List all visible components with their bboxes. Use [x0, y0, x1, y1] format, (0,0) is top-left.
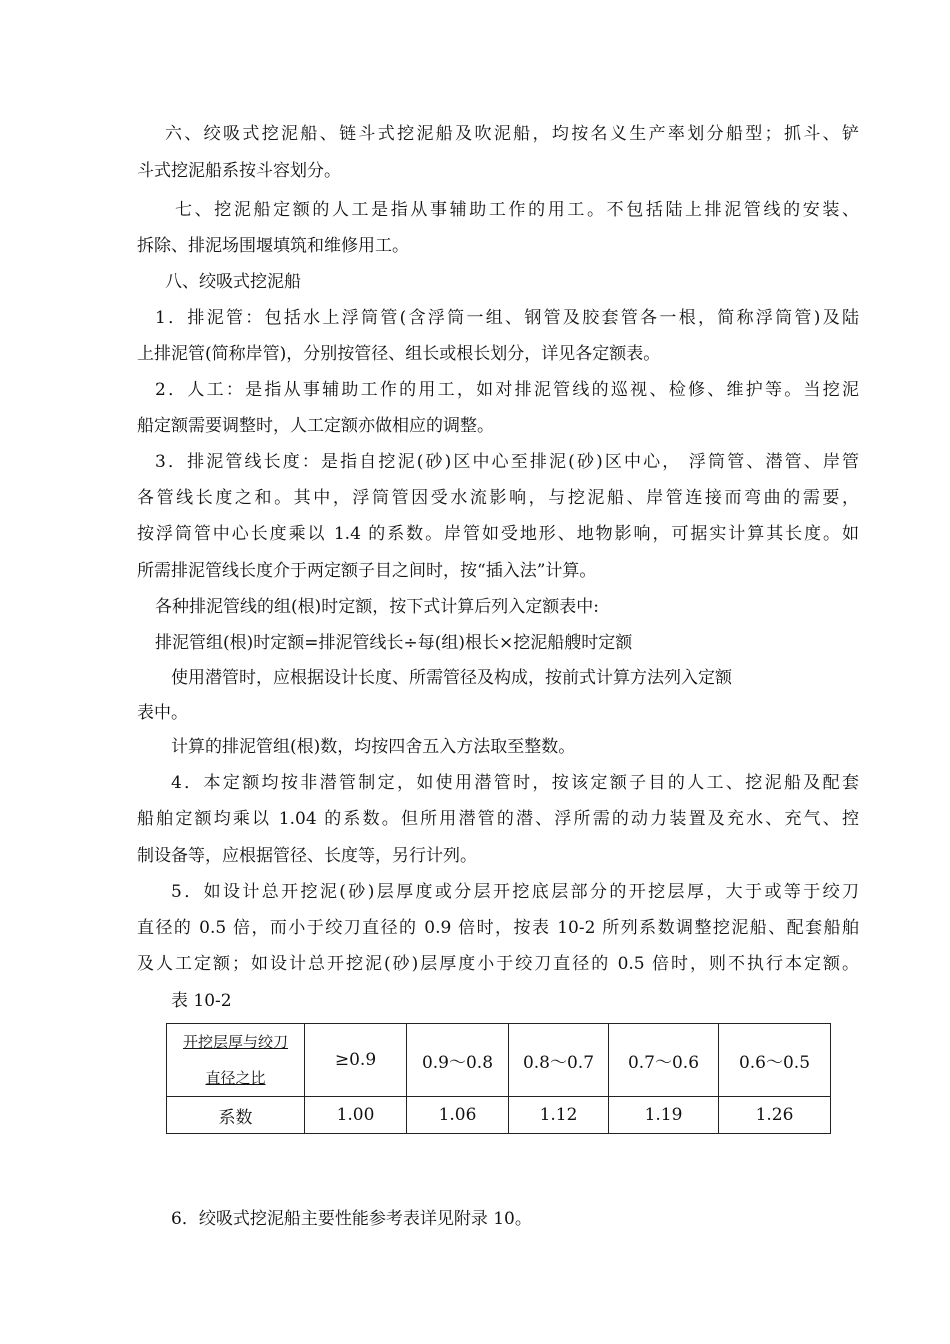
- item-2-line-1: 2．人工：是指从事辅助工作的用工，如对排泥管线的巡视、检修、维护等。当挖泥: [155, 380, 859, 400]
- ratio-cell: 0.8～0.7: [509, 1024, 609, 1097]
- table-label: 表 10-2: [171, 991, 232, 1011]
- coefficient-row-label: 系数: [167, 1097, 305, 1134]
- ratio-cell: ≥0.9: [305, 1024, 407, 1097]
- paragraph-7-line-1: 七、挖泥船定额的人工是指从事辅助工作的用工。不包括陆上排泥管线的安装、: [175, 200, 859, 220]
- rounding-note: 计算的排泥管组(根)数，均按四舍五入方法取至整数。: [171, 737, 576, 757]
- coefficient-table: [166, 1023, 831, 1134]
- item-5-line-1: 5．如设计总开挖泥(砂)层厚度或分层开挖底层部分的开挖层厚，大于或等于绞刀: [171, 882, 859, 902]
- coefficient-cell: 1.26: [719, 1097, 831, 1134]
- coefficient-cell: 1.19: [609, 1097, 719, 1134]
- item-1-line-2: 上排泥管(简称岸管)，分别按管径、组长或根长划分，详见各定额表。: [137, 344, 661, 364]
- section-8-heading: 八、绞吸式挖泥船: [165, 272, 301, 292]
- coefficient-cell: 1.00: [305, 1097, 407, 1134]
- ratio-cell: 0.7～0.6: [609, 1024, 719, 1097]
- item-4-line-1: 4．本定额均按非潜管制定，如使用潜管时，按该定额子目的人工、挖泥船及配套: [171, 773, 859, 793]
- table-header-row: [167, 1024, 831, 1097]
- item-5-line-3: 及人工定额；如设计总开挖泥(砂)层厚度小于绞刀直径的 0.5 倍时，则不执行本定额。: [137, 954, 859, 974]
- submerged-pipe-line-2: 表中。: [137, 703, 188, 723]
- item-4-line-3: 制设备等，应根据管径、长度等，另行计列。: [137, 846, 477, 866]
- coefficient-cell: 1.06: [407, 1097, 509, 1134]
- submerged-pipe-line-1: 使用潜管时，应根据设计长度、所需管径及构成，按前式计算方法列入定额: [171, 668, 732, 688]
- item-6: 6．绞吸式挖泥船主要性能参考表详见附录 10。: [171, 1209, 532, 1229]
- paragraph-7-line-2: 拆除、排泥场围堰填筑和维修用工。: [137, 236, 409, 256]
- item-3-line-4: 所需排泥管线长度介于两定额子目之间时，按“插入法”计算。: [137, 561, 597, 581]
- item-5-line-2: 直径的 0.5 倍，而小于绞刀直径的 0.9 倍时，按表 10-2 所列系数调整挖泥船、配套船舶: [137, 918, 859, 938]
- ratio-header-line-2: 直径之比: [205, 1069, 266, 1087]
- table-coefficient-row: [167, 1097, 831, 1134]
- item-2-line-2: 船定额需要调整时，人工定额亦做相应的调整。: [137, 416, 494, 436]
- ratio-header-line-1: 开挖层厚与绞刀: [182, 1033, 288, 1051]
- formula: 排泥管组(根)时定额=排泥管线长÷每(组)根长×挖泥船艘时定额: [155, 633, 633, 653]
- item-3-line-3: 按浮筒管中心长度乘以 1.4 的系数。岸管如受地形、地物影响，可据实计算其长度。如: [137, 524, 859, 544]
- ratio-header-cell: [167, 1024, 305, 1097]
- ratio-cell: 0.9～0.8: [407, 1024, 509, 1097]
- paragraph-6-line-1: 六、绞吸式挖泥船、链斗式挖泥船及吹泥船，均按名义生产率划分船型；抓斗、铲: [165, 124, 859, 144]
- paragraph-6-line-2: 斗式挖泥船系按斗容划分。: [137, 161, 341, 181]
- item-1-line-1: 1．排泥管：包括水上浮筒管(含浮筒一组、钢管及胶套管各一根，简称浮筒管)及陆: [155, 308, 859, 328]
- calc-intro: 各种排泥管线的组(根)时定额，按下式计算后列入定额表中:: [155, 597, 599, 617]
- item-4-line-2: 船舶定额均乘以 1.04 的系数。但所用潜管的潜、浮所需的动力装置及充水、充气、控: [137, 809, 859, 829]
- ratio-cell: 0.6～0.5: [719, 1024, 831, 1097]
- item-3-line-2: 各管线长度之和。其中，浮筒管因受水流影响，与挖泥船、岸管连接而弯曲的需要，: [137, 488, 859, 508]
- item-3-line-1: 3．排泥管线长度：是指自挖泥(砂)区中心至排泥(砂)区中心， 浮筒管、潜管、岸管: [155, 452, 859, 472]
- coefficient-cell: 1.12: [509, 1097, 609, 1134]
